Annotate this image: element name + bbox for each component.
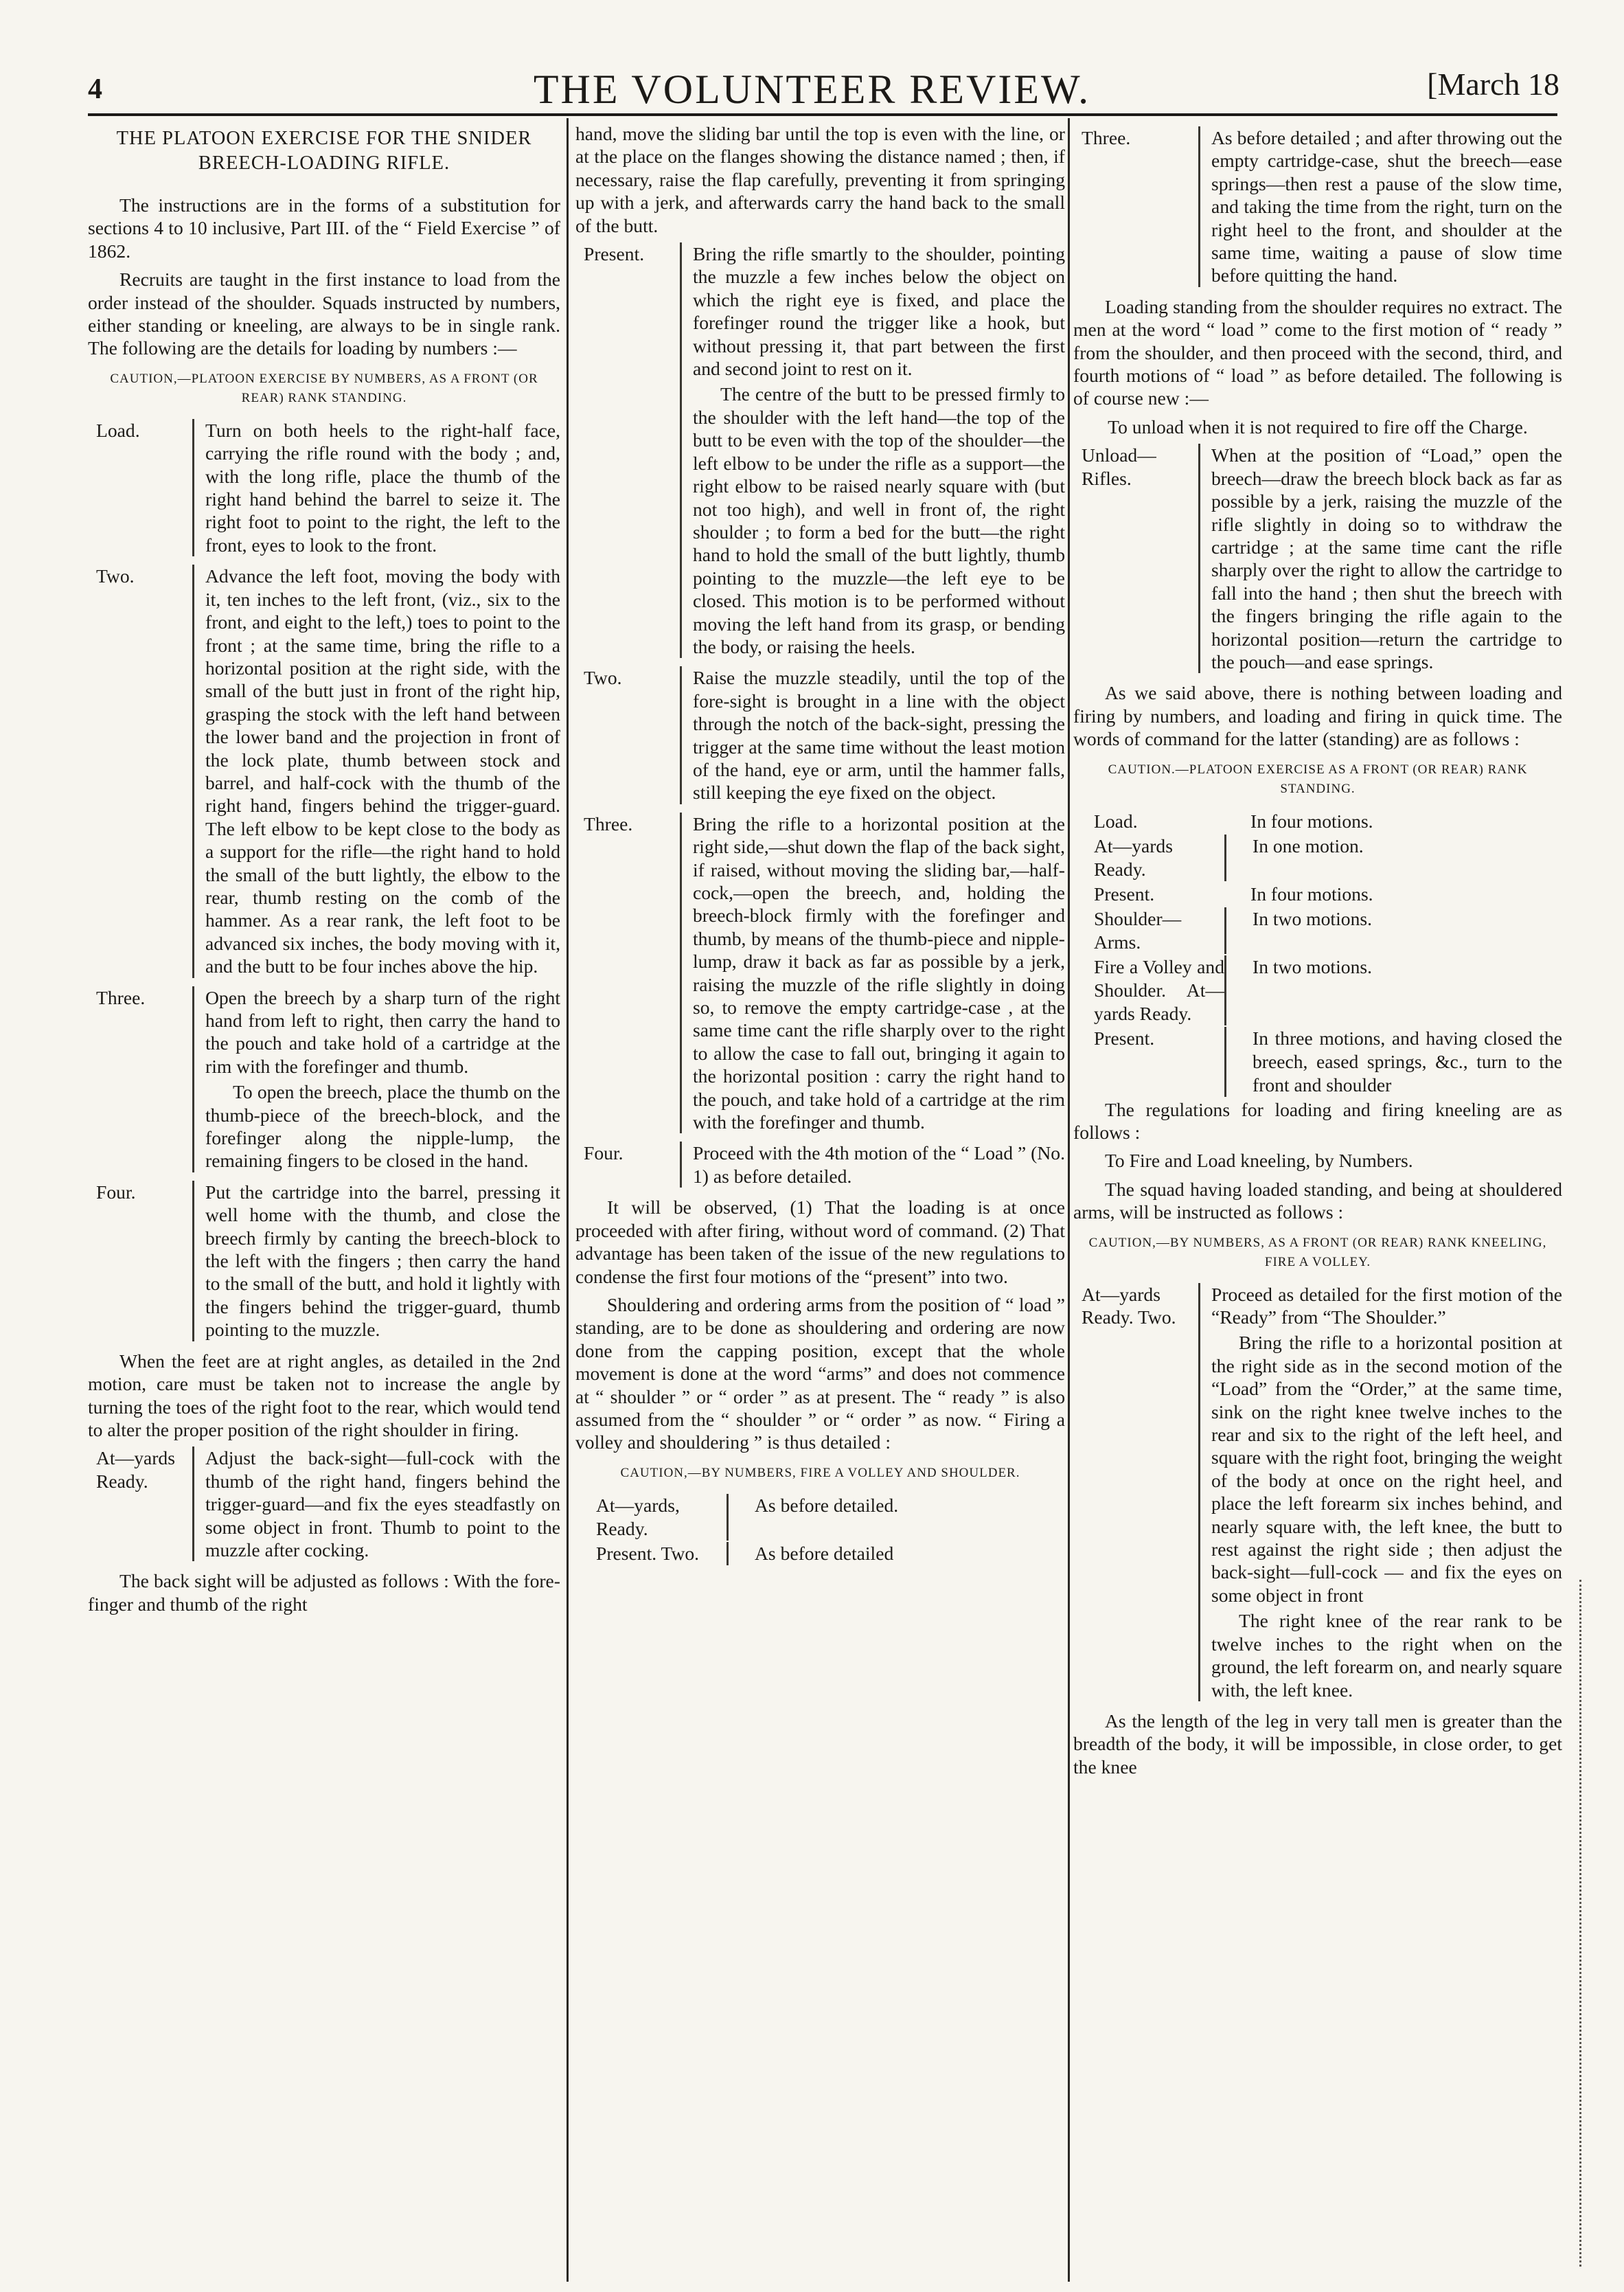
paragraph: The squad having loaded standing, and being at shouldered arms, will be instructed as follows :	[1073, 1178, 1562, 1223]
drill-step	[575, 813, 1065, 1134]
step-text: As before detailed ; and after throwing out the empty cartridge-case, shut the breech—ease springs—then rest a pause of the slow time, and taking the time from the right, turn on the right heel to the front, and shoulder at the same time, waiting a pause of slow time before quitting the hand.	[1198, 126, 1562, 287]
column-3	[1073, 122, 1562, 2286]
paragraph: Shouldering and ordering arms from the position of “ load ” standing, are to be done as shouldering and ordering are now done from the capping position, except that the whole movement is done at the word “arms” and does not commence at “ shoulder ” or “ order ” as at present. The “ ready ” is also assumed from the “ shoulder ” or “ order ” as now. “ Firing a volley and shouldering ” is thus detailed :	[575, 1293, 1065, 1453]
page-date: [March 18	[1427, 67, 1559, 102]
column-1	[88, 122, 560, 2286]
command-detail: As before detailed.	[755, 1494, 899, 1516]
step-label: Four.	[584, 1142, 624, 1164]
step-label: Unload— Rifles.	[1082, 444, 1156, 489]
drill-step	[1073, 444, 1562, 673]
drill-step	[575, 242, 1065, 658]
command-word: Present.	[1094, 1027, 1155, 1049]
brace	[1224, 955, 1246, 1025]
command-word: At—yards, Ready.	[596, 1494, 680, 1539]
step-text: Raise the muzzle steadily, until the top of the fore-sight is brought in a line with the object through the notch of the back-sight, pressing the trigger at the same time without the least motion of the hand, eye or arm, until the hammer falls, still keeping the eye fixed on the object.	[680, 666, 1065, 804]
step-label: At—yards Ready. Two.	[1082, 1283, 1176, 1328]
command-detail: In two motions.	[1253, 955, 1372, 977]
command-row	[1073, 810, 1562, 833]
command-row	[575, 1542, 1065, 1565]
drill-step	[88, 565, 560, 977]
command-row	[575, 1494, 1065, 1541]
step-label: Present.	[584, 243, 645, 265]
command-detail: In three motions, and having closed the breech, eased springs, &c., turn to the front and shoulder	[1253, 1027, 1562, 1096]
step-text: Put the cartridge into the barrel, pressing it well home with the thumb, and close the breech firmly by canting the breech-block to the left with the fingers ; then carry the hand to the small of the butt, and hold it lightly with the fingers behind the trigger-guard, thumb pointing to the muzzle.	[192, 1181, 560, 1341]
command-word: Present. Two.	[596, 1542, 700, 1564]
drill-step	[88, 419, 560, 556]
step-label: Two.	[584, 667, 622, 689]
drill-step	[1073, 1283, 1562, 1701]
page-edge-ornament	[1579, 1580, 1595, 2267]
brace	[727, 1542, 748, 1565]
command-row	[1073, 955, 1562, 1025]
drill-step	[88, 1181, 560, 1341]
step-label: Three.	[96, 986, 146, 1008]
step-text: Turn on both heels to the right-half face, carrying the rifle round with the body ; and, with the long rifle, place the thumb of the right hand behind the barrel to seize it. The right foot to point to the right, the left to the front, eyes to look to the front.	[192, 419, 560, 556]
step-text	[680, 242, 1065, 658]
step-text-sub: Bring the rifle to a horizontal position at the right side as in the second motion of the “Load” from the “Order,” at the same time, sink on the right knee twelve inches to the rear and six to the right of the left heel, and square with the right foot, bringing the weight of the body at once on the right heel, and place the left forearm six inches behind, and nearly square with, the left knee, the butt to rest against the right side ; then adjust the back-sight—full-cock — and fix the eyes on some object in front	[1211, 1332, 1562, 1606]
command-word: Shoulder— Arms.	[1094, 907, 1182, 953]
column-2	[575, 122, 1065, 2286]
paragraph: The instructions are in the forms of a substitution for sections 4 to 10 inclusive, Part III. of the “ Field Exercise ” of 1862.	[88, 194, 560, 262]
brace	[1224, 1027, 1246, 1097]
step-label: At—yards Ready.	[96, 1447, 175, 1492]
column-divider-2	[1068, 118, 1070, 2282]
command-row	[1073, 883, 1562, 906]
brace	[1224, 907, 1246, 954]
step-text	[1198, 1283, 1562, 1701]
paragraph: The regulations for loading and firing kneeling are as follows :	[1073, 1098, 1562, 1143]
paragraph: Recruits are taught in the first instance to load from the order instead of the shoulder. Squads instructed by numbers, either standing or kneeling, are always to be in single rank. The following are the details for loading by numbers :—	[88, 269, 560, 359]
page-header	[0, 0, 1624, 112]
step-label: Load.	[96, 419, 140, 441]
brace	[727, 1494, 748, 1541]
command-detail: In two motions.	[1253, 907, 1372, 929]
step-text-sub: The centre of the butt to be pressed firmly to the shoulder with the left hand—the top of the butt to be even with the top of the shoulder—the left elbow to be under the rifle as a support—the right elbow to be raised nearly square with (but not too high), and well in front of, the right shoulder ; to form a bed for the butt—the right hand to hold the small of the butt lightly, thumb pointing to the muzzle—the left eye to be closed. This motion is to be performed without moving the left hand from its grasp, or bending the body, or raising the heels.	[693, 383, 1065, 657]
paragraph: It will be observed, (1) That the loading is at once proceeded with after firing, without word of command. (2) That advantage has been taken of the issue of the new regulations to condense the first four motions of the “present” into two.	[575, 1196, 1065, 1287]
paragraph: As the length of the leg in very tall men is greater than the breadth of the body, it will be impossible, in close order, to get the knee	[1073, 1710, 1562, 1778]
caution-heading: CAUTION.—PLATOON EXERCISE AS A FRONT (OR REAR) RANK STANDING.	[1108, 762, 1528, 796]
paragraph: The back sight will be adjusted as follows : With the fore-finger and thumb of the right	[88, 1570, 560, 1615]
step-text	[192, 986, 560, 1172]
step-text-main: Bring the rifle smartly to the shoulder, pointing the muzzle a few inches below the object on which the right eye is fixed, and place the forefinger round the trigger like a hook, but without pressing it, that part between the first and second joint to rest on it.	[693, 243, 1065, 380]
drill-step	[575, 666, 1065, 804]
step-text: Advance the left foot, moving the body with it, ten inches to the left front, (viz., six to the front, and eight to the left,) toes to point to the front ; at the same time, bring the rifle to a horizontal position at the right side, with the small of the butt just in front of the right hip, grasping the stock with the left hand between the lower band and the projection in front of the lock plate, thumb between stock and barrel, and half-cock with the thumb of the right hand, fingers behind the trigger-guard. The left elbow to be kept close to the body as a support for the rifle—the right hand to hold the small of the butt lightly, the elbow to the rear, thumb resting on the comb of the hammer. As a rear rank, the left foot to be advanced six inches, the body moving with it, and the butt to be four inches above the hip.	[192, 565, 560, 977]
caution-heading: CAUTION,—BY NUMBERS, FIRE A VOLLEY AND SHOULDER.	[620, 1465, 1020, 1480]
masthead-title: THE VOLUNTEER REVIEW.	[533, 67, 1091, 112]
command-word: At—yards Ready.	[1094, 835, 1173, 880]
article-title: THE PLATOON EXERCISE FOR THE SNIDER BREECH-LOADING RIFLE.	[116, 128, 532, 174]
command-row	[1073, 1027, 1562, 1097]
drill-step	[88, 1446, 560, 1561]
caution-heading: CAUTION,—BY NUMBERS, AS A FRONT (OR REAR) RANK KNEELING, FIRE A VOLLEY.	[1088, 1235, 1547, 1269]
step-text-sub: The right knee of the rear rank to be twelve inches to the right when on the ground, the left forearm on, and nearly square with, the left knee.	[1211, 1610, 1562, 1701]
step-text: Bring the rifle to a horizontal position at the right side,—shut down the flap of the back sight, if raised, without moving the sliding bar,—half-cock,—open the breech, and, holding the breech-block firmly with the forefinger and thumb, by means of the thumb-piece and nipple-lump, draw it back as far as possible by a jerk, raising the muzzle of the rifle slightly in doing so, to remove the empty cartridge-case , at the same time cant the rifle sharply over to the right to allow the case to fall out, bringing it again to the horizontal position : carry the right hand to the pouch, and take hold of a cartridge at the rim with the forefinger and thumb.	[680, 813, 1065, 1134]
command-detail: In four motions.	[1250, 883, 1373, 905]
command-detail: In four motions.	[1250, 810, 1373, 832]
brace	[1224, 883, 1244, 906]
paragraph: hand, move the sliding bar until the top is even with the line, or at the place on the flanges showing the distance named ; then, if necessary, raise the flap carefully, preventing it from springing up with a jerk, and afterwards carry the hand back to the small of the butt.	[575, 123, 1065, 236]
step-text-main: Open the breech by a sharp turn of the right hand from left to right, then carry the hand to the pouch and take hold of a cartridge at the rim with the forefinger and thumb.	[205, 986, 560, 1077]
drill-step	[1073, 126, 1562, 287]
drill-step	[88, 986, 560, 1172]
step-label: Two.	[96, 565, 135, 587]
command-word: Load.	[1094, 810, 1138, 832]
step-text-main: Proceed as detailed for the first motion of the “Ready” from “The Shoulder.”	[1211, 1283, 1562, 1328]
header-rule	[88, 113, 1557, 116]
command-row	[1073, 835, 1562, 881]
drill-step	[575, 1142, 1065, 1188]
brace	[1224, 835, 1246, 881]
command-row	[1073, 907, 1562, 954]
step-label: Three.	[584, 813, 633, 835]
column-divider-1	[567, 118, 569, 2282]
step-text: Adjust the back-sight—full-cock with the thumb of the right hand, fingers behind the trigger-guard—and fix the eyes steadfastly on some object in front. Thumb to point to the muzzle after cocking.	[192, 1446, 560, 1561]
step-text: When at the position of “Load,” open the breech—draw the breech block back as far as possible by a jerk, raising the muzzle of the rifle slightly in doing so to withdraw the cartridge ; at the same time cant the rifle sharply over the right to allow the cartridge to fall into the hand ; then shut the breech with the fingers bringing the rifle again to the horizontal position—return the cartridge to the pouch—and ease springs.	[1198, 444, 1562, 673]
step-text: Proceed with the 4th motion of the “ Load ” (No. 1) as before detailed.	[680, 1142, 1065, 1188]
paragraph: Loading standing from the shoulder requires no extract. The men at the word “ load ” come to the first motion of “ ready ” from the shoulder, and then proceed with the second, third, and fourth motions of “ load ” as before detailed. The following is of course new :—	[1073, 295, 1562, 409]
caution-heading: CAUTION,—PLATOON EXERCISE BY NUMBERS, AS A FRONT (OR REAR) RANK STANDING.	[110, 371, 538, 405]
command-detail: As before detailed	[755, 1542, 894, 1564]
paragraph: As we said above, there is nothing between loading and firing by numbers, and loading and firing in quick time. The words of command for the latter (standing) are as follows :	[1073, 682, 1562, 750]
command-detail: In one motion.	[1253, 835, 1364, 856]
step-label: Three.	[1082, 127, 1131, 148]
paragraph: To Fire and Load kneeling, by Numbers.	[1105, 1150, 1413, 1172]
command-word: Present.	[1094, 883, 1155, 905]
subheading: To unload when it is not required to fire off the Charge.	[1108, 416, 1528, 438]
command-word: Fire a Volley and Shoulder. At—yards Ready.	[1094, 955, 1224, 1024]
command-list	[1073, 810, 1562, 1097]
brace	[1224, 810, 1244, 833]
step-label: Four.	[96, 1181, 136, 1203]
step-text-sub: To open the breech, place the thumb on the thumb-piece of the breech-block, and the forefinger along the nipple-lump, the remaining fingers to be closed in the hand.	[205, 1081, 560, 1172]
paragraph: When the feet are at right angles, as detailed in the 2nd motion, care must be taken not to increase the angle by turning the toes of the right foot to the rear, which would tend to alter the proper position of the right shoulder in firing.	[88, 1350, 560, 1440]
page-number: 4	[88, 73, 102, 105]
